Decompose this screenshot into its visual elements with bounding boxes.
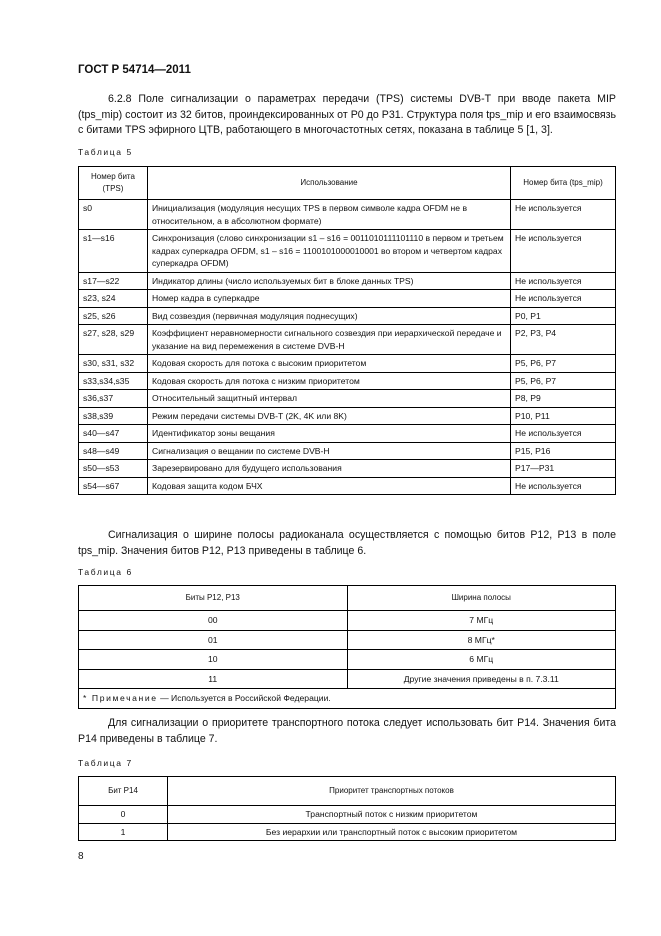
header-tps-bit: Номер бита (TPS) — [79, 167, 148, 200]
tpsmip-bit-cell: P5, P6, P7 — [511, 355, 616, 373]
table-7 — [78, 776, 616, 841]
usage-cell: Относительный защитный интервал — [148, 390, 511, 408]
bandwidth-cell: 6 МГц — [347, 650, 616, 670]
tps-bit-cell: s27, s28, s29 — [79, 325, 148, 355]
table-row — [79, 372, 616, 390]
table-row — [79, 477, 616, 495]
table-row — [79, 307, 616, 325]
usage-cell: Кодовая скорость для потока с низким приоритетом — [148, 372, 511, 390]
bits-value-cell: 10 — [79, 650, 348, 670]
usage-cell: Коэффициент неравномерности сигнального созвездия при иерархической передаче и указание на вид перемежения в системе DVB-H — [148, 325, 511, 355]
paragraph-priority: Для сигнализации о приоритете транспортного потока следует использовать бит P14. Значения бита P14 приведены в таблице 7. — [78, 717, 616, 745]
table-header-row — [79, 777, 616, 806]
tpsmip-bit-cell: P2, P3, P4 — [511, 325, 616, 355]
tps-bit-cell: s33,s34,s35 — [79, 372, 148, 390]
table-5 — [78, 166, 616, 495]
usage-cell: Кодовая скорость для потока с высоким приоритетом — [148, 355, 511, 373]
table-row — [79, 611, 616, 631]
paragraph-6-2-8: 6.2.8 Поле сигнализации о параметрах передачи (TPS) системы DVB-T при вводе пакета MIP (tps_mip) состоит из 32 битов, проиндексированных от P0 до P31. Структура поля tps_mip и его взаимосвязь с битами TPS эфирного ЦТВ, работающего в многочастотных сетях, показана в таблице 5 [1, 3]. — [78, 93, 616, 136]
table-row — [79, 630, 616, 650]
tpsmip-bit-cell: Не используется — [511, 477, 616, 495]
table-row — [79, 325, 616, 355]
tpsmip-bit-cell: P15, P16 — [511, 442, 616, 460]
header-bandwidth: Ширина полосы — [347, 586, 616, 611]
tps-bit-cell: s40—s47 — [79, 425, 148, 443]
table-row — [79, 425, 616, 443]
tps-bit-cell: s54—s67 — [79, 477, 148, 495]
bandwidth-cell: 7 МГц — [347, 611, 616, 631]
tps-bit-cell: s38,s39 — [79, 407, 148, 425]
table5-caption: Таблица 5 — [78, 147, 133, 157]
usage-cell: Режим передачи системы DVB-T (2K, 4K или 8K) — [148, 407, 511, 425]
table-row — [79, 669, 616, 689]
document-header: ГОСТ Р 54714—2011 — [78, 64, 191, 76]
bandwidth-cell: Другие значения приведены в п. 7.3.11 — [347, 669, 616, 689]
tps-bit-cell: s48—s49 — [79, 442, 148, 460]
usage-cell: Зарезервировано для будущего использования — [148, 460, 511, 478]
tps-bit-cell: s36,s37 — [79, 390, 148, 408]
header-usage: Использование — [148, 167, 511, 200]
usage-cell: Инициализация (модуляция несущих TPS в первом символе кадра OFDM не в относительном, а в абсолютном формате) — [148, 200, 511, 230]
note-text: — Используется в Российской Федерации. — [157, 693, 331, 703]
priority-cell: Без иерархии или транспортный поток с высоким приоритетом — [168, 823, 616, 841]
tpsmip-bit-cell: P8, P9 — [511, 390, 616, 408]
tps-bit-cell: s1—s16 — [79, 230, 148, 273]
usage-cell: Синхронизация (слово синхронизации s1 – s16 = 0011010111101110 в первом и третьем кадрах суперкадра OFDM, s1 – s16 = 1100101000010001 во втором и четвертом кадрах суперкадра OFDM) — [148, 230, 511, 273]
tpsmip-bit-cell: P5, P6, P7 — [511, 372, 616, 390]
table-row — [79, 650, 616, 670]
usage-cell: Кодовая защита кодом БЧХ — [148, 477, 511, 495]
usage-cell: Идентификатор зоны вещания — [148, 425, 511, 443]
table-row — [79, 272, 616, 290]
table-header-row — [79, 167, 616, 200]
bits-value-cell: 00 — [79, 611, 348, 631]
tpsmip-bit-cell: Не используется — [511, 425, 616, 443]
table-row — [79, 689, 616, 709]
tps-bit-cell: s23, s24 — [79, 290, 148, 308]
bit-value-cell: 0 — [79, 806, 168, 824]
table-row — [79, 442, 616, 460]
tps-bit-cell: s17—s22 — [79, 272, 148, 290]
table7-caption: Таблица 7 — [78, 758, 133, 768]
usage-cell: Индикатор длины (число используемых бит в блоке данных TPS) — [148, 272, 511, 290]
table-header-row — [79, 586, 616, 611]
header-priority: Приоритет транспортных потоков — [168, 777, 616, 806]
bits-value-cell: 11 — [79, 669, 348, 689]
table6-caption: Таблица 6 — [78, 567, 133, 577]
tps-bit-cell: s25, s26 — [79, 307, 148, 325]
bits-value-cell: 01 — [79, 630, 348, 650]
tps-bit-cell: s30, s31, s32 — [79, 355, 148, 373]
table-row — [79, 460, 616, 478]
tps-bit-cell: s0 — [79, 200, 148, 230]
header-bits: Биты P12, P13 — [79, 586, 348, 611]
note-label: * Примечание — [83, 693, 158, 703]
tpsmip-bit-cell: P10, P11 — [511, 407, 616, 425]
table-row — [79, 290, 616, 308]
tpsmip-bit-cell: Не используется — [511, 200, 616, 230]
paragraph-bandwidth: Сигнализация о ширине полосы радиоканала осуществляется с помощью битов P12, P13 в поле tps_mip. Значения битов P12, P13 приведены в таблице 6. — [78, 529, 616, 557]
tps-bit-cell: s50—s53 — [79, 460, 148, 478]
tpsmip-bit-cell: Не используется — [511, 272, 616, 290]
tpsmip-bit-cell: Не используется — [511, 230, 616, 273]
table-row — [79, 806, 616, 824]
usage-cell: Вид созвездия (первичная модуляция поднесущих) — [148, 307, 511, 325]
bandwidth-cell: 8 МГц* — [347, 630, 616, 650]
table-row — [79, 823, 616, 841]
header-bit: Бит P14 — [79, 777, 168, 806]
page-number: 8 — [78, 851, 84, 862]
usage-cell: Номер кадра в суперкадре — [148, 290, 511, 308]
table-row — [79, 200, 616, 230]
table-row — [79, 390, 616, 408]
table-row — [79, 355, 616, 373]
table-note — [79, 689, 616, 709]
priority-cell: Транспортный поток с низким приоритетом — [168, 806, 616, 824]
tpsmip-bit-cell: Не используется — [511, 290, 616, 308]
tpsmip-bit-cell: P0, P1 — [511, 307, 616, 325]
table-row — [79, 230, 616, 273]
table-row — [79, 407, 616, 425]
bit-value-cell: 1 — [79, 823, 168, 841]
tpsmip-bit-cell: P17—P31 — [511, 460, 616, 478]
table-6 — [78, 585, 616, 709]
usage-cell: Сигнализация о вещании по системе DVB-H — [148, 442, 511, 460]
header-tpsmip-bit: Номер бита (tps_mip) — [511, 167, 616, 200]
